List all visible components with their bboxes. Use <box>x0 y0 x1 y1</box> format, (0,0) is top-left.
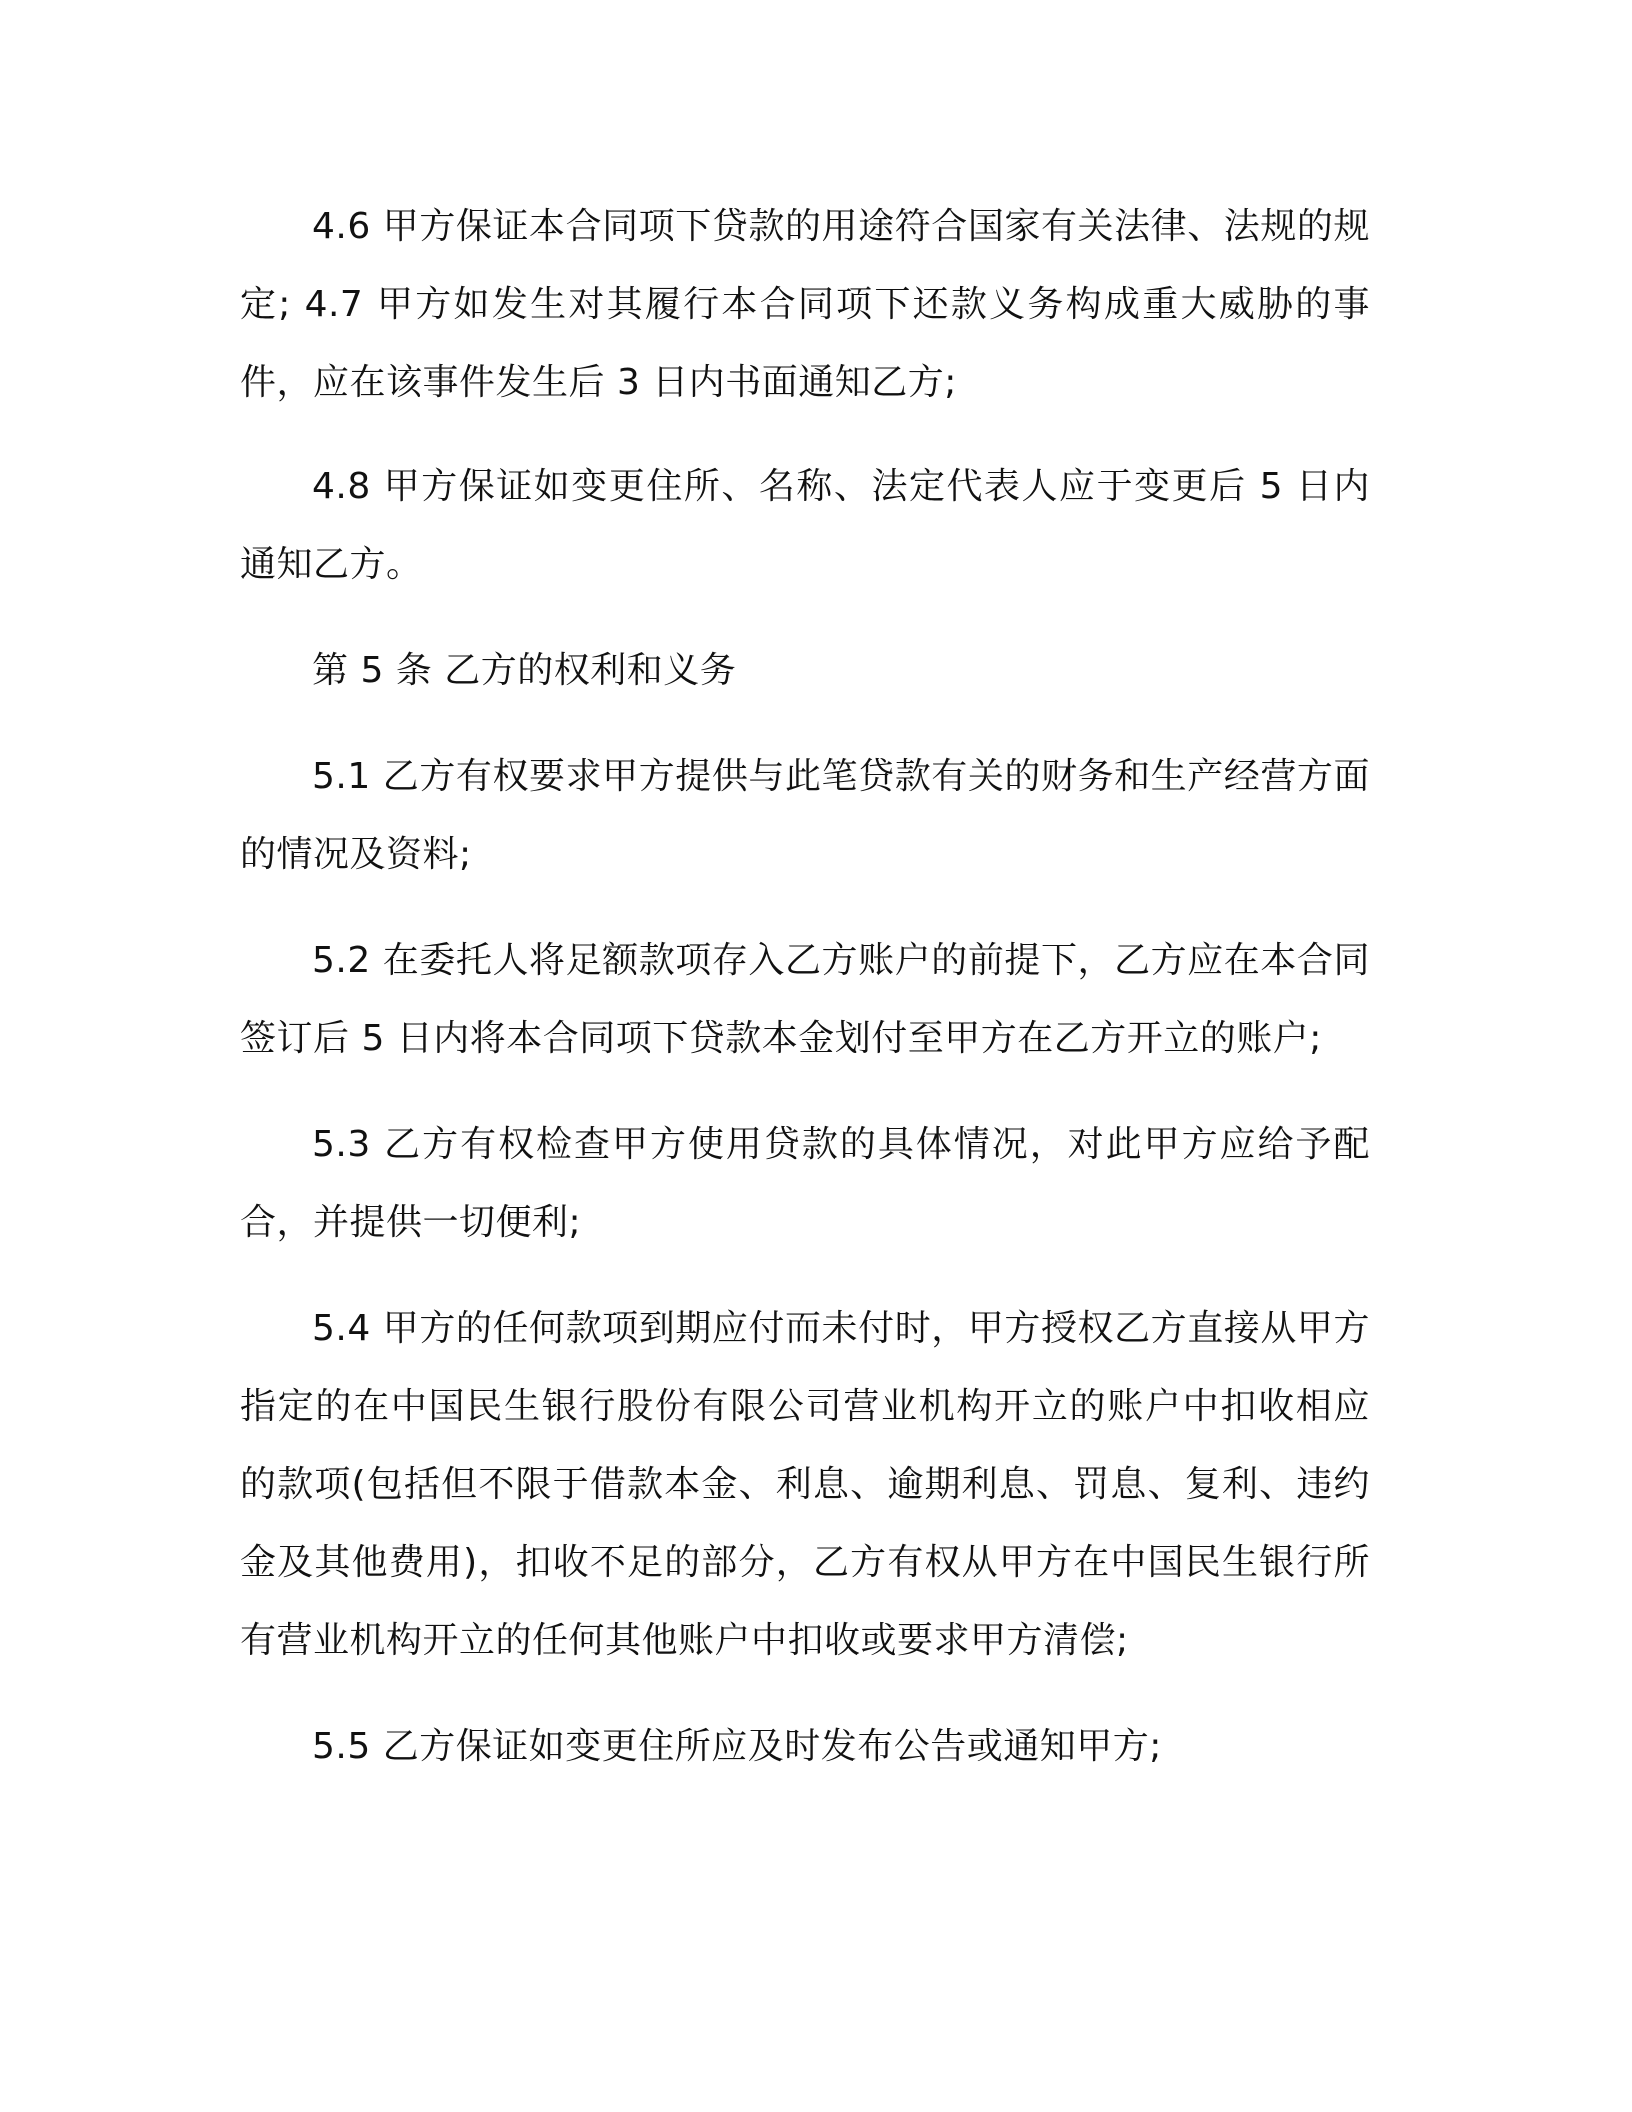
document-body <box>240 188 1370 1786</box>
clause-4-6-4-7: 4.6 甲方保证本合同项下贷款的用途符合国家有关法律、法规的规定; 4.7 甲方如发生对其履行本合同项下还款义务构成重大威胁的事件，应在该事件发生后 3 日内书面通知乙方; <box>240 206 1370 403</box>
clause-5-2: 5.2 在委托人将足额款项存入乙方账户的前提下，乙方应在本合同签订后 5 日内将本合同项下贷款本金划付至甲方在乙方开立的账户; <box>240 940 1370 1059</box>
article-5-heading: 第 5 条 乙方的权利和义务 <box>312 650 737 691</box>
clause-5-3: 5.3 乙方有权检查甲方使用贷款的具体情况，对此甲方应给予配合，并提供一切便利; <box>240 1124 1370 1243</box>
clause-4-8: 4.8 甲方保证如变更住所、名称、法定代表人应于变更后 5 日内通知乙方。 <box>240 466 1370 585</box>
clause-5-4: 5.4 甲方的任何款项到期应付而未付时，甲方授权乙方直接从甲方指定的在中国民生银行股份有限公司营业机构开立的账户中扣收相应的款项(包括但不限于借款本金、利息、逾期利息、罚息、复利、违约金及其他费用)，扣收不足的部分，乙方有权从甲方在中国民生银行所有营业机构开立的任何其他账户中扣收或要求甲方清偿; <box>240 1308 1370 1661</box>
clause-5-1: 5.1 乙方有权要求甲方提供与此笔贷款有关的财务和生产经营方面的情况及资料; <box>240 756 1370 875</box>
clause-5-5: 5.5 乙方保证如变更住所应及时发布公告或通知甲方; <box>312 1726 1162 1767</box>
